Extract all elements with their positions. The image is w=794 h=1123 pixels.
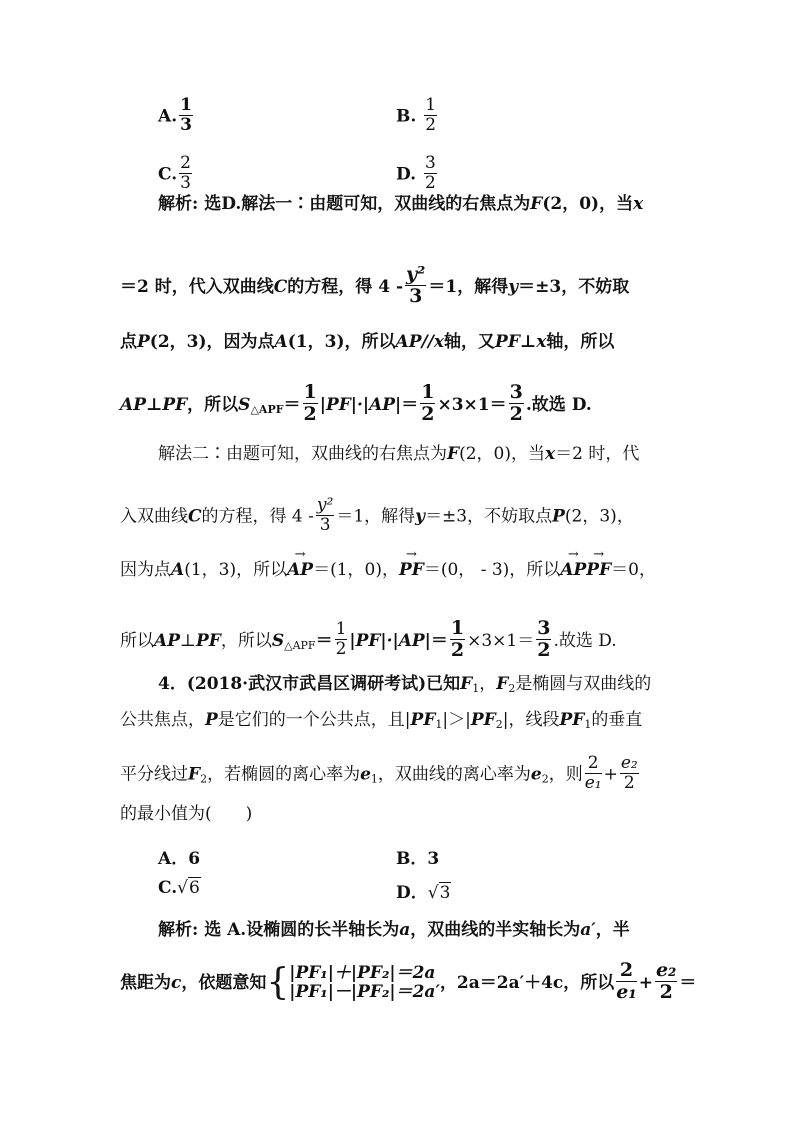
solution1-line1: 解析: 选D.解法一∶由题可知，双曲线的右焦点为F(2，0)，当x: [158, 194, 644, 214]
solution2-line1: 解法二∶由题可知，双曲线的右焦点为F(2，0)，当x＝2 时，代: [158, 444, 640, 464]
option-d: [396, 153, 439, 194]
question4-line2: 公共焦点，P是它们的一个公共点，且$|PF_1|>|PF_2|$，线段$PF_1$的垂直: [120, 710, 643, 731]
option-c-fraction: $\frac{2}{3}$: [180, 153, 191, 193]
option-a-label: A.: [158, 106, 178, 127]
solution2-line3: 因为点A(1，3)，所以→ AP＝(1，0)，→ PF＝(0， - 3)，所以→ AP→ PF＝0，: [120, 562, 656, 579]
equation-system: |PF₁|＋|PF₂|＝2a |PF₁|－|PF₂|＝2a′: [289, 962, 440, 1003]
option-a: [158, 95, 195, 136]
option-a-fraction: $\frac{1}{3}$: [180, 95, 192, 135]
option-c: [158, 153, 194, 194]
solution2-line2: 入双曲线C的方程，得 4 - $\frac{\text{y²}}{3}$ ＝1，解得y＝±3，不妨取点P(2，3)，: [120, 495, 634, 535]
option-d-label: D.: [396, 164, 417, 185]
vector-pf: → PF: [586, 562, 611, 579]
vector-ap: → AP: [560, 562, 586, 579]
q4-option-c: C.√6: [158, 878, 200, 898]
solution1-line4: AP⊥PF，所以$S_{\triangle APF}=$ $\frac{1}{2}$ |PF|·|AP|＝ $\frac{1}{2}$ ×3×1＝ $\frac{3}{2}$ .故选 D.: [120, 381, 592, 425]
option-b-fraction: $\frac{1}{2}$: [425, 95, 437, 135]
solution1-line2: ＝2 时，代入双曲线C的方程，得 4 - $\frac{\text{y²}}{3}$ ＝1，解得y＝±3，不妨取: [120, 263, 630, 307]
solution2-line4: 所以AP⊥PF，所以$S_{\triangle APF}=$ $\frac{1}{2}$ |PF|·|AP|＝ $\frac{1}{2}$ ×3×1＝ $\frac{3}{2}$ .故选 D.: [120, 617, 617, 661]
question4-line1: 4．(2018·武汉市武昌区调研考试)已知$F_1$，$F_2$是椭圆与双曲线的: [158, 674, 652, 695]
option-d-fraction: $\frac{3}{2}$: [424, 153, 436, 193]
question4-line4: 的最小值为( ): [120, 804, 253, 824]
q4-option-d: D．√3: [396, 883, 451, 903]
vector-pf: → PF: [399, 562, 424, 579]
option-b: [396, 95, 439, 136]
question4-source: 4．(2018·武汉市武昌区调研考试)已知: [158, 674, 461, 694]
solution4-line1: 解析: 选 A.设椭圆的长半轴长为a，双曲线的半实轴长为a′，半: [158, 920, 630, 940]
solution-heading: 解析:: [158, 194, 199, 214]
option-b-label: B.: [396, 106, 417, 127]
vector-ap: → AP: [287, 562, 313, 579]
left-brace: {: [266, 962, 290, 1004]
fraction-y2-over-3: $\frac{\text{y²}}{3}$: [406, 263, 426, 307]
option-c-label: C.: [158, 164, 178, 185]
solution4-line2: 焦距为c，依题意知{ |PF₁|＋|PF₂|＝2a |PF₁|－|PF₂|＝2a′ ，2a＝2a′＋4c，所以 $\frac{2}{\text{e₁}}$ + $\frac{\text{e₂}}{2}$ ＝: [120, 959, 697, 1004]
solution-heading: 解析:: [158, 920, 199, 940]
solution1-line3: 点P(2，3)，因为点A(1，3)，所以AP//x轴，又PF⊥x轴，所以: [120, 332, 615, 352]
q4-option-a: A．6: [158, 849, 201, 869]
q4-option-b: B．3: [396, 849, 440, 869]
question4-line3: 平分线过$F_2$，若椭圆的离心率为$e_1$，双曲线的离心率为$e_2$，则 $\frac{2}{\text{e₁}}$ + $\frac{\text{e₂}}{2}$: [120, 753, 638, 793]
